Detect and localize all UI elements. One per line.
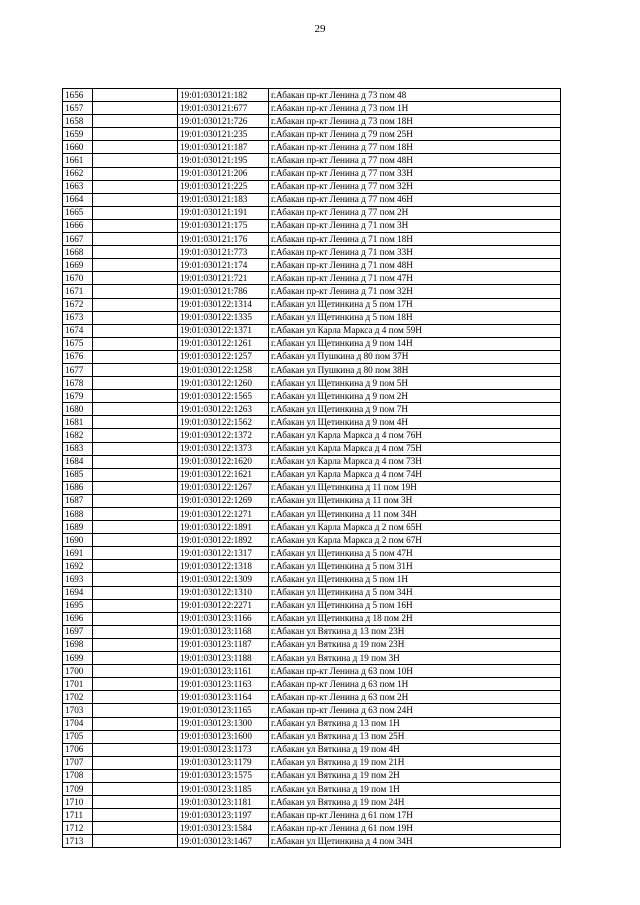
- empty-cell: [93, 612, 178, 625]
- empty-cell: [93, 442, 178, 455]
- address-cell: г.Абакан пр-кт Ленина д 61 пом 19Н: [269, 822, 561, 835]
- empty-cell: [93, 272, 178, 285]
- address-cell: г.Абакан пр-кт Ленина д 71 пом 33Н: [269, 246, 561, 259]
- address-cell: г.Абакан ул Карла Маркса д 4 пом 74Н: [269, 468, 561, 481]
- table-row: [63, 704, 561, 717]
- table-row: [63, 337, 561, 350]
- table-row: [63, 809, 561, 822]
- row-number-cell: 1688: [63, 508, 93, 521]
- table-row: [63, 141, 561, 154]
- table-row: [63, 481, 561, 494]
- cadastral-number-cell: 19:01:030121:187: [178, 141, 269, 154]
- empty-cell: [93, 782, 178, 795]
- cadastral-number-cell: 19:01:030123:1188: [178, 652, 269, 665]
- empty-cell: [93, 743, 178, 756]
- row-number-cell: 1679: [63, 390, 93, 403]
- address-cell: г.Абакан пр-кт Ленина д 77 пом 48Н: [269, 154, 561, 167]
- table-row: [63, 311, 561, 324]
- address-cell: г.Абакан пр-кт Ленина д 77 пом 2Н: [269, 206, 561, 219]
- row-number-cell: 1711: [63, 809, 93, 822]
- row-number-cell: 1690: [63, 534, 93, 547]
- row-number-cell: 1672: [63, 298, 93, 311]
- address-cell: г.Абакан ул Пушкина д 80 пом 38Н: [269, 363, 561, 376]
- address-cell: г.Абакан ул Карла Маркса д 4 пом 75Н: [269, 442, 561, 455]
- empty-cell: [93, 625, 178, 638]
- empty-cell: [93, 167, 178, 180]
- address-cell: г.Абакан пр-кт Ленина д 63 пом 1Н: [269, 678, 561, 691]
- empty-cell: [93, 89, 178, 102]
- cadastral-number-cell: 19:01:030121:176: [178, 233, 269, 246]
- address-cell: г.Абакан ул Щетинкина д 11 пом 19Н: [269, 481, 561, 494]
- row-number-cell: 1669: [63, 259, 93, 272]
- empty-cell: [93, 193, 178, 206]
- address-cell: г.Абакан ул Вяткина д 13 пом 23Н: [269, 625, 561, 638]
- empty-cell: [93, 128, 178, 141]
- cadastral-number-cell: 19:01:030123:1575: [178, 769, 269, 782]
- table-row: [63, 678, 561, 691]
- address-cell: г.Абакан ул Щетинкина д 5 пом 16Н: [269, 599, 561, 612]
- cadastral-number-cell: 19:01:030122:1267: [178, 481, 269, 494]
- table-row: [63, 665, 561, 678]
- table-row: [63, 612, 561, 625]
- address-cell: г.Абакан ул Щетинкина д 5 пом 1Н: [269, 573, 561, 586]
- cadastral-number-cell: 19:01:030122:1371: [178, 324, 269, 337]
- empty-cell: [93, 233, 178, 246]
- row-number-cell: 1658: [63, 115, 93, 128]
- row-number-cell: 1692: [63, 560, 93, 573]
- table-row: [63, 298, 561, 311]
- table-row: [63, 560, 561, 573]
- row-number-cell: 1677: [63, 363, 93, 376]
- cadastral-number-cell: 19:01:030121:175: [178, 219, 269, 232]
- row-number-cell: 1698: [63, 638, 93, 651]
- table-row: [63, 769, 561, 782]
- table-row: [63, 128, 561, 141]
- address-cell: г.Абакан пр-кт Ленина д 63 пом 24Н: [269, 704, 561, 717]
- row-number-cell: 1676: [63, 350, 93, 363]
- empty-cell: [93, 298, 178, 311]
- empty-cell: [93, 285, 178, 298]
- cadastral-number-cell: 19:01:030123:1164: [178, 691, 269, 704]
- table-row: [63, 455, 561, 468]
- cadastral-number-cell: 19:01:030123:1168: [178, 625, 269, 638]
- empty-cell: [93, 769, 178, 782]
- address-cell: г.Абакан пр-кт Ленина д 63 пом 2Н: [269, 691, 561, 704]
- cadastral-number-cell: 19:01:030122:1565: [178, 390, 269, 403]
- address-cell: г.Абакан ул Щетинкина д 9 пом 4Н: [269, 416, 561, 429]
- table-row: [63, 730, 561, 743]
- cadastral-number-cell: 19:01:030122:1257: [178, 350, 269, 363]
- row-number-cell: 1664: [63, 193, 93, 206]
- address-cell: г.Абакан пр-кт Ленина д 71 пом 18Н: [269, 233, 561, 246]
- empty-cell: [93, 141, 178, 154]
- address-cell: г.Абакан ул Вяткина д 13 пом 1Н: [269, 717, 561, 730]
- address-cell: г.Абакан ул Щетинкина д 5 пом 47Н: [269, 547, 561, 560]
- address-cell: г.Абакан ул Щетинкина д 11 пом 3Н: [269, 494, 561, 507]
- cadastral-number-cell: 19:01:030122:1261: [178, 337, 269, 350]
- row-number-cell: 1661: [63, 154, 93, 167]
- row-number-cell: 1709: [63, 782, 93, 795]
- address-cell: г.Абакан ул Вяткина д 19 пом 23Н: [269, 638, 561, 651]
- row-number-cell: 1667: [63, 233, 93, 246]
- empty-cell: [93, 717, 178, 730]
- address-cell: г.Абакан ул Щетинкина д 5 пом 31Н: [269, 560, 561, 573]
- address-cell: г.Абакан пр-кт Ленина д 71 пом 32Н: [269, 285, 561, 298]
- row-number-cell: 1697: [63, 625, 93, 638]
- cadastral-number-cell: 19:01:030121:225: [178, 180, 269, 193]
- cadastral-number-cell: 19:01:030121:206: [178, 167, 269, 180]
- empty-cell: [93, 678, 178, 691]
- empty-cell: [93, 377, 178, 390]
- address-cell: г.Абакан ул Карла Маркса д 2 пом 65Н: [269, 521, 561, 534]
- empty-cell: [93, 246, 178, 259]
- row-number-cell: 1659: [63, 128, 93, 141]
- address-cell: г.Абакан ул Щетинкина д 18 пом 2Н: [269, 612, 561, 625]
- row-number-cell: 1673: [63, 311, 93, 324]
- address-cell: г.Абакан пр-кт Ленина д 77 пом 18Н: [269, 141, 561, 154]
- empty-cell: [93, 521, 178, 534]
- address-cell: г.Абакан ул Щетинкина д 4 пом 34Н: [269, 835, 561, 848]
- empty-cell: [93, 586, 178, 599]
- empty-cell: [93, 363, 178, 376]
- empty-cell: [93, 652, 178, 665]
- row-number-cell: 1699: [63, 652, 93, 665]
- address-cell: г.Абакан ул Вяткина д 19 пом 24Н: [269, 796, 561, 809]
- address-cell: г.Абакан пр-кт Ленина д 63 пом 10Н: [269, 665, 561, 678]
- table-row: [63, 547, 561, 560]
- cadastral-number-cell: 19:01:030121:773: [178, 246, 269, 259]
- empty-cell: [93, 324, 178, 337]
- table-row: [63, 691, 561, 704]
- empty-cell: [93, 796, 178, 809]
- row-number-cell: 1713: [63, 835, 93, 848]
- address-cell: г.Абакан пр-кт Ленина д 77 пом 32Н: [269, 180, 561, 193]
- row-number-cell: 1686: [63, 481, 93, 494]
- row-number-cell: 1660: [63, 141, 93, 154]
- cadastral-number-cell: 19:01:030123:1165: [178, 704, 269, 717]
- row-number-cell: 1701: [63, 678, 93, 691]
- table-row: [63, 324, 561, 337]
- table-row: [63, 822, 561, 835]
- cadastral-number-cell: 19:01:030123:1584: [178, 822, 269, 835]
- table-row: [63, 167, 561, 180]
- address-cell: г.Абакан ул Вяткина д 19 пом 4Н: [269, 743, 561, 756]
- empty-cell: [93, 822, 178, 835]
- address-cell: г.Абакан ул Вяткина д 19 пом 21Н: [269, 756, 561, 769]
- row-number-cell: 1705: [63, 730, 93, 743]
- cadastral-number-cell: 19:01:030123:1166: [178, 612, 269, 625]
- cadastral-number-cell: 19:01:030123:1187: [178, 638, 269, 651]
- table-row: [63, 494, 561, 507]
- cadastral-number-cell: 19:01:030122:1892: [178, 534, 269, 547]
- table-row: [63, 534, 561, 547]
- row-number-cell: 1693: [63, 573, 93, 586]
- row-number-cell: 1703: [63, 704, 93, 717]
- row-number-cell: 1662: [63, 167, 93, 180]
- row-number-cell: 1681: [63, 416, 93, 429]
- empty-cell: [93, 508, 178, 521]
- table-row: [63, 219, 561, 232]
- table-row: [63, 416, 561, 429]
- address-cell: г.Абакан ул Щетинкина д 9 пом 14Н: [269, 337, 561, 350]
- empty-cell: [93, 259, 178, 272]
- cadastral-number-cell: 19:01:030122:1269: [178, 494, 269, 507]
- cadastral-number-cell: 19:01:030121:182: [178, 89, 269, 102]
- address-cell: г.Абакан пр-кт Ленина д 77 пом 46Н: [269, 193, 561, 206]
- empty-cell: [93, 416, 178, 429]
- address-cell: г.Абакан ул Карла Маркса д 4 пом 76Н: [269, 429, 561, 442]
- empty-cell: [93, 756, 178, 769]
- empty-cell: [93, 455, 178, 468]
- cadastral-number-cell: 19:01:030121:786: [178, 285, 269, 298]
- row-number-cell: 1674: [63, 324, 93, 337]
- cadastral-number-cell: 19:01:030121:174: [178, 259, 269, 272]
- address-cell: г.Абакан пр-кт Ленина д 71 пом 47Н: [269, 272, 561, 285]
- address-cell: г.Абакан ул Вяткина д 19 пом 1Н: [269, 782, 561, 795]
- cadastral-number-cell: 19:01:030123:1179: [178, 756, 269, 769]
- cadastral-number-cell: 19:01:030122:1621: [178, 468, 269, 481]
- row-number-cell: 1687: [63, 494, 93, 507]
- row-number-cell: 1682: [63, 429, 93, 442]
- row-number-cell: 1680: [63, 403, 93, 416]
- cadastral-number-cell: 19:01:030122:1263: [178, 403, 269, 416]
- cadastral-number-cell: 19:01:030122:1314: [178, 298, 269, 311]
- table-row: [63, 102, 561, 115]
- empty-cell: [93, 835, 178, 848]
- address-cell: г.Абакан ул Щетинкина д 5 пом 17Н: [269, 298, 561, 311]
- table-row: [63, 259, 561, 272]
- row-number-cell: 1685: [63, 468, 93, 481]
- row-number-cell: 1710: [63, 796, 93, 809]
- table-row: [63, 89, 561, 102]
- empty-cell: [93, 102, 178, 115]
- cadastral-number-cell: 19:01:030123:1161: [178, 665, 269, 678]
- row-number-cell: 1656: [63, 89, 93, 102]
- row-number-cell: 1670: [63, 272, 93, 285]
- cadastral-number-cell: 19:01:030122:1317: [178, 547, 269, 560]
- row-number-cell: 1666: [63, 219, 93, 232]
- empty-cell: [93, 730, 178, 743]
- table-row: [63, 429, 561, 442]
- empty-cell: [93, 429, 178, 442]
- address-cell: г.Абакан ул Карла Маркса д 2 пом 67Н: [269, 534, 561, 547]
- cadastral-number-cell: 19:01:030121:726: [178, 115, 269, 128]
- row-number-cell: 1696: [63, 612, 93, 625]
- table-row: [63, 521, 561, 534]
- row-number-cell: 1689: [63, 521, 93, 534]
- table-row: [63, 599, 561, 612]
- row-number-cell: 1683: [63, 442, 93, 455]
- cadastral-number-cell: 19:01:030121:235: [178, 128, 269, 141]
- address-cell: г.Абакан ул Пушкина д 80 пом 37Н: [269, 350, 561, 363]
- empty-cell: [93, 534, 178, 547]
- table-row: [63, 573, 561, 586]
- empty-cell: [93, 665, 178, 678]
- empty-cell: [93, 691, 178, 704]
- row-number-cell: 1712: [63, 822, 93, 835]
- table-row: [63, 625, 561, 638]
- cadastral-number-cell: 19:01:030121:191: [178, 206, 269, 219]
- empty-cell: [93, 494, 178, 507]
- empty-cell: [93, 599, 178, 612]
- empty-cell: [93, 337, 178, 350]
- table-row: [63, 782, 561, 795]
- cadastral-number-cell: 19:01:030122:1260: [178, 377, 269, 390]
- address-cell: г.Абакан ул Вяткина д 19 пом 2Н: [269, 769, 561, 782]
- cadastral-number-cell: 19:01:030121:721: [178, 272, 269, 285]
- cadastral-number-cell: 19:01:030123:1163: [178, 678, 269, 691]
- cadastral-number-cell: 19:01:030123:1185: [178, 782, 269, 795]
- row-number-cell: 1665: [63, 206, 93, 219]
- table-row: [63, 796, 561, 809]
- row-number-cell: 1700: [63, 665, 93, 678]
- table-row: [63, 193, 561, 206]
- row-number-cell: 1657: [63, 102, 93, 115]
- row-number-cell: 1684: [63, 455, 93, 468]
- empty-cell: [93, 573, 178, 586]
- row-number-cell: 1706: [63, 743, 93, 756]
- address-cell: г.Абакан ул Вяткина д 13 пом 25Н: [269, 730, 561, 743]
- cadastral-number-cell: 19:01:030122:1372: [178, 429, 269, 442]
- row-number-cell: 1691: [63, 547, 93, 560]
- table-row: [63, 272, 561, 285]
- row-number-cell: 1678: [63, 377, 93, 390]
- table-row: [63, 115, 561, 128]
- row-number-cell: 1708: [63, 769, 93, 782]
- table-row: [63, 652, 561, 665]
- row-number-cell: 1704: [63, 717, 93, 730]
- table-row: [63, 442, 561, 455]
- empty-cell: [93, 154, 178, 167]
- cadastral-number-cell: 19:01:030122:1318: [178, 560, 269, 573]
- empty-cell: [93, 547, 178, 560]
- cadastral-number-cell: 19:01:030122:1620: [178, 455, 269, 468]
- cadastral-number-cell: 19:01:030122:1258: [178, 363, 269, 376]
- address-cell: г.Абакан пр-кт Ленина д 73 пом 1Н: [269, 102, 561, 115]
- address-cell: г.Абакан ул Щетинкина д 9 пом 2Н: [269, 390, 561, 403]
- row-number-cell: 1702: [63, 691, 93, 704]
- address-cell: г.Абакан ул Щетинкина д 9 пом 5Н: [269, 377, 561, 390]
- cadastral-number-cell: 19:01:030123:1173: [178, 743, 269, 756]
- registry-table: [62, 88, 561, 848]
- empty-cell: [93, 350, 178, 363]
- row-number-cell: 1675: [63, 337, 93, 350]
- table-row: [63, 403, 561, 416]
- cadastral-number-cell: 19:01:030121:183: [178, 193, 269, 206]
- address-cell: г.Абакан пр-кт Ленина д 77 пом 33Н: [269, 167, 561, 180]
- address-cell: г.Абакан ул Карла Маркса д 4 пом 73Н: [269, 455, 561, 468]
- address-cell: г.Абакан пр-кт Ленина д 73 пом 48: [269, 89, 561, 102]
- table-row: [63, 246, 561, 259]
- cadastral-number-cell: 19:01:030122:1891: [178, 521, 269, 534]
- empty-cell: [93, 115, 178, 128]
- address-cell: г.Абакан пр-кт Ленина д 79 пом 25Н: [269, 128, 561, 141]
- row-number-cell: 1695: [63, 599, 93, 612]
- cadastral-number-cell: 19:01:030122:1562: [178, 416, 269, 429]
- address-cell: г.Абакан пр-кт Ленина д 71 пом 3Н: [269, 219, 561, 232]
- empty-cell: [93, 206, 178, 219]
- cadastral-number-cell: 19:01:030123:1197: [178, 809, 269, 822]
- cadastral-number-cell: 19:01:030123:1600: [178, 730, 269, 743]
- table-row: [63, 363, 561, 376]
- table-row: [63, 154, 561, 167]
- table-row: [63, 377, 561, 390]
- empty-cell: [93, 704, 178, 717]
- empty-cell: [93, 809, 178, 822]
- address-cell: г.Абакан пр-кт Ленина д 61 пом 17Н: [269, 809, 561, 822]
- empty-cell: [93, 311, 178, 324]
- table-row: [63, 743, 561, 756]
- cadastral-number-cell: 19:01:030123:1181: [178, 796, 269, 809]
- table-row: [63, 586, 561, 599]
- address-cell: г.Абакан ул Щетинкина д 9 пом 7Н: [269, 403, 561, 416]
- address-cell: г.Абакан ул Щетинкина д 11 пом 34Н: [269, 508, 561, 521]
- table-row: [63, 180, 561, 193]
- table-row: [63, 638, 561, 651]
- page-number: 29: [314, 23, 326, 35]
- table-row: [63, 350, 561, 363]
- row-number-cell: 1668: [63, 246, 93, 259]
- cadastral-number-cell: 19:01:030122:1373: [178, 442, 269, 455]
- empty-cell: [93, 403, 178, 416]
- table-row: [63, 756, 561, 769]
- cadastral-number-cell: 19:01:030122:1271: [178, 508, 269, 521]
- table-row: [63, 468, 561, 481]
- empty-cell: [93, 560, 178, 573]
- table-row: [63, 835, 561, 848]
- address-cell: г.Абакан пр-кт Ленина д 73 пом 18Н: [269, 115, 561, 128]
- empty-cell: [93, 481, 178, 494]
- empty-cell: [93, 390, 178, 403]
- address-cell: г.Абакан ул Щетинкина д 5 пом 34Н: [269, 586, 561, 599]
- row-number-cell: 1663: [63, 180, 93, 193]
- empty-cell: [93, 180, 178, 193]
- cadastral-number-cell: 19:01:030121:677: [178, 102, 269, 115]
- row-number-cell: 1707: [63, 756, 93, 769]
- cadastral-number-cell: 19:01:030122:1310: [178, 586, 269, 599]
- registry-table-body: [63, 89, 561, 848]
- address-cell: г.Абакан ул Карла Маркса д 4 пом 59Н: [269, 324, 561, 337]
- table-row: [63, 390, 561, 403]
- table-row: [63, 285, 561, 298]
- row-number-cell: 1694: [63, 586, 93, 599]
- table-row: [63, 717, 561, 730]
- table-row: [63, 206, 561, 219]
- cadastral-number-cell: 19:01:030123:1300: [178, 717, 269, 730]
- address-cell: г.Абакан ул Щетинкина д 5 пом 18Н: [269, 311, 561, 324]
- empty-cell: [93, 638, 178, 651]
- cadastral-number-cell: 19:01:030122:1309: [178, 573, 269, 586]
- cadastral-number-cell: 19:01:030123:1467: [178, 835, 269, 848]
- address-cell: г.Абакан ул Вяткина д 19 пом 3Н: [269, 652, 561, 665]
- table-row: [63, 233, 561, 246]
- cadastral-number-cell: 19:01:030121:195: [178, 154, 269, 167]
- address-cell: г.Абакан пр-кт Ленина д 71 пом 48Н: [269, 259, 561, 272]
- empty-cell: [93, 468, 178, 481]
- cadastral-number-cell: 19:01:030122:1335: [178, 311, 269, 324]
- row-number-cell: 1671: [63, 285, 93, 298]
- cadastral-number-cell: 19:01:030122:2271: [178, 599, 269, 612]
- table-row: [63, 508, 561, 521]
- empty-cell: [93, 219, 178, 232]
